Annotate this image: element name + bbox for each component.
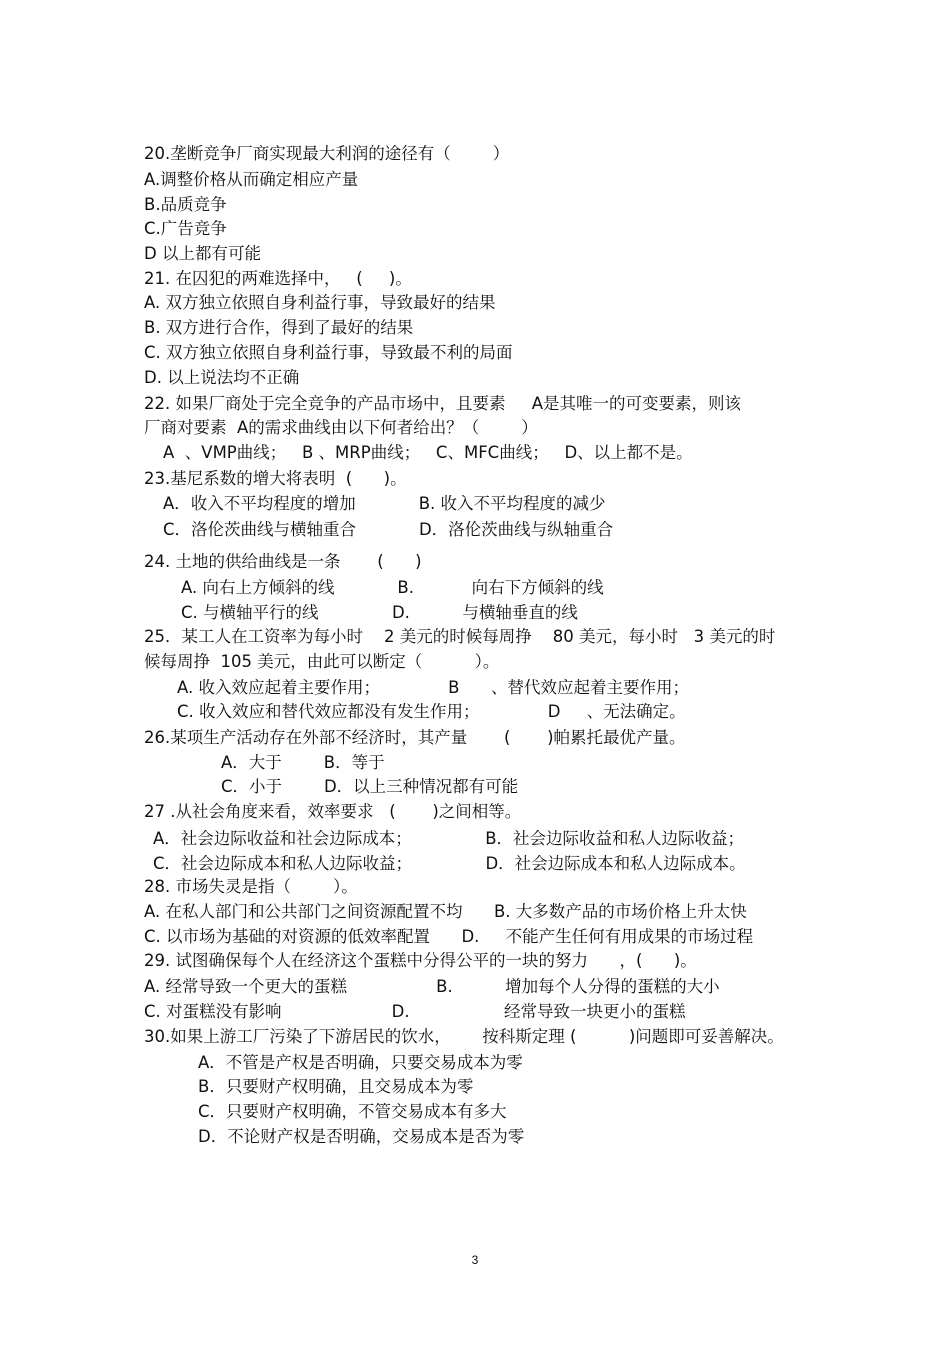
question-20-stem: 20.垄断竞争厂商实现最大利润的途径有（ ）: [144, 144, 510, 163]
question-20-option-a: A.调整价格从而确定相应产量: [144, 170, 359, 189]
question-24-options-ab: A. 向右上方倾斜的线 B. 向右下方倾斜的线: [181, 578, 604, 597]
question-29-stem: 29. 试图确保每个人在经济这个蛋糕中分得公平的一块的努力 ，( )。: [144, 951, 697, 970]
question-30-option-d: D．不论财产权是否明确，交易成本是否为零: [198, 1127, 525, 1146]
question-29-options-cd: C. 对蛋糕没有影响 D. 经常导致一块更小的蛋糕: [144, 1002, 686, 1021]
question-22-options: A 、VMP曲线； B 、MRP曲线； C、MFC曲线； D、以上都不是。: [163, 443, 693, 462]
question-22-stem-line2: 厂商对要素 A的需求曲线由以下何者给出？（ ）: [144, 418, 538, 437]
question-23-options-cd: C．洛伦茨曲线与横轴重合 D．洛伦茨曲线与纵轴重合: [163, 520, 614, 539]
question-25-stem-line2: 候每周挣 105 美元，由此可以断定（ ）。: [144, 652, 500, 671]
question-24-options-cd: C. 与横轴平行的线 D. 与横轴垂直的线: [181, 603, 578, 622]
question-25-stem-line1: 25．某工人在工资率为每小时 2 美元的时候每周挣 80 美元，每小时 3 美元的时: [144, 627, 776, 646]
question-21-option-c: C. 双方独立依照自身利益行事，导致最不利的局面: [144, 343, 513, 362]
page-number: 3: [471, 1253, 479, 1267]
question-30-option-c: C．只要财产权明确，不管交易成本有多大: [198, 1102, 507, 1121]
question-26-stem: 26.某项生产活动存在外部不经济时，其产量 ( )帕累托最优产量。: [144, 728, 686, 747]
question-21-option-a: A. 双方独立依照自身利益行事，导致最好的结果: [144, 293, 496, 312]
question-27-options-cd: C．社会边际成本和私人边际收益； D．社会边际成本和私人边际成本。: [153, 854, 746, 873]
question-26-options-cd: C．小于 D．以上三种情况都有可能: [221, 777, 519, 796]
question-20-option-b: B.品质竞争: [144, 195, 227, 214]
question-27-options-ab: A．社会边际收益和社会边际成本； B．社会边际收益和私人边际收益；: [153, 829, 745, 848]
question-20-option-d: D 以上都有可能: [144, 244, 261, 263]
question-21-stem: 21. 在囚犯的两难选择中， ( )。: [144, 269, 412, 288]
question-20-option-c: C.广告竞争: [144, 219, 227, 238]
question-30-stem: 30.如果上游工厂污染了下游居民的饮水， 按科斯定理 ( )问题即可妥善解决。: [144, 1027, 784, 1046]
question-23-stem: 23.基尼系数的增大将表明 ( )。: [144, 469, 407, 488]
question-28-options-ab: A. 在私人部门和公共部门之间资源配置不均 B. 大多数产品的市场价格上升太快: [144, 902, 747, 921]
question-26-options-ab: A．大于 B．等于: [221, 753, 385, 772]
question-25-options-ab: A. 收入效应起着主要作用； B 、替代效应起着主要作用；: [177, 678, 689, 697]
question-28-stem: 28. 市场失灵是指（ ）。: [144, 877, 358, 896]
question-28-options-cd: C. 以市场为基础的对资源的低效率配置 D. 不能产生任何有用成果的市场过程: [144, 927, 754, 946]
question-21-option-d: D. 以上说法均不正确: [144, 368, 300, 387]
question-21-option-b: B. 双方进行合作，得到了最好的结果: [144, 318, 414, 337]
question-30-option-a: A．不管是产权是否明确，只要交易成本为零: [198, 1053, 523, 1072]
question-22-stem-line1: 22. 如果厂商处于完全竞争的产品市场中，且要素 A是其唯一的可变要素，则该: [144, 394, 741, 413]
question-23-options-ab: A．收入不平均程度的增加 B. 收入不平均程度的减少: [163, 494, 606, 513]
question-25-options-cd: C. 收入效应和替代效应都没有发生作用； D 、无法确定。: [177, 702, 686, 721]
question-24-stem: 24. 土地的供给曲线是一条 ( ): [144, 552, 422, 571]
question-30-option-b: B．只要财产权明确，且交易成本为零: [198, 1077, 474, 1096]
question-27-stem: 27 .从社会角度来看，效率要求 ( )之间相等。: [144, 802, 522, 821]
question-29-options-ab: A. 经常导致一个更大的蛋糕 B. 增加每个人分得的蛋糕的大小: [144, 977, 720, 996]
